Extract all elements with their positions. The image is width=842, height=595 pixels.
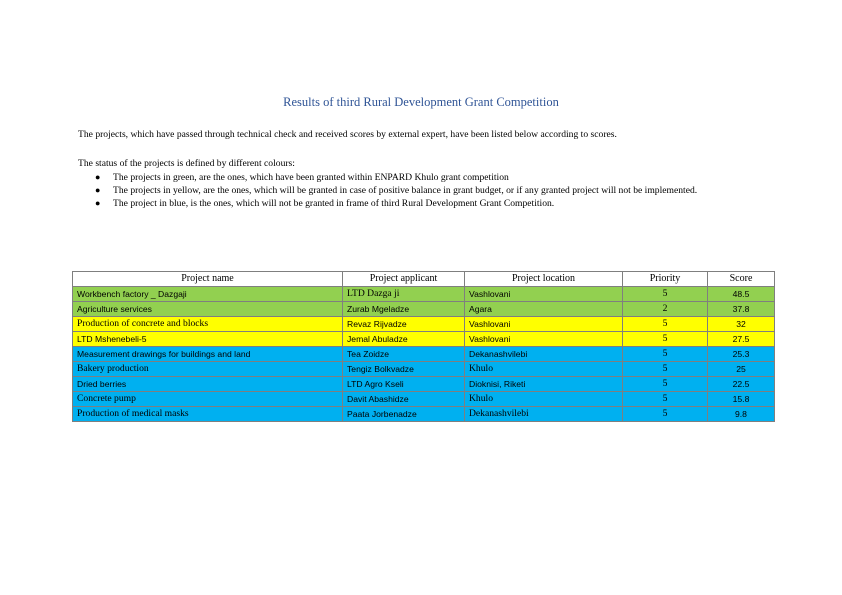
table-row xyxy=(73,362,775,377)
score: 9.8 xyxy=(708,407,775,422)
project-name: Production of concrete and blocks xyxy=(73,317,343,332)
legend-text: The projects in green, are the ones, which have been granted within ENPARD Khulo grant competition xyxy=(113,172,509,183)
score: 37.8 xyxy=(708,302,775,317)
project-applicant: Jemal Abuladze xyxy=(343,332,465,347)
status-intro: The status of the projects is defined by different colours: xyxy=(78,158,295,169)
project-location: Vashlovani xyxy=(465,317,623,332)
project-applicant: Tea Zoidze xyxy=(343,347,465,362)
table-row xyxy=(73,317,775,332)
score: 48.5 xyxy=(708,287,775,302)
project-name: Production of medical masks xyxy=(73,407,343,422)
project-location: Agara xyxy=(465,302,623,317)
header-project-applicant: Project applicant xyxy=(343,272,465,287)
project-applicant: Revaz Rijvadze xyxy=(343,317,465,332)
score: 15.8 xyxy=(708,392,775,407)
score: 27.5 xyxy=(708,332,775,347)
header-project-name: Project name xyxy=(73,272,343,287)
header-priority: Priority xyxy=(623,272,708,287)
priority: 5 xyxy=(623,317,708,332)
project-name: Workbench factory _ Dazgaji xyxy=(73,287,343,302)
table-row xyxy=(73,287,775,302)
priority: 5 xyxy=(623,287,708,302)
project-applicant: Tengiz Bolkvadze xyxy=(343,362,465,377)
header-score: Score xyxy=(708,272,775,287)
priority: 5 xyxy=(623,377,708,392)
project-location: Vashlovani xyxy=(465,332,623,347)
status-legend-list xyxy=(78,171,768,210)
legend-text: The projects in yellow, are the ones, which will be granted in case of positive balance in grant budget, or if any granted project will not be implemented. xyxy=(113,185,698,196)
project-applicant: LTD Agro Kseli xyxy=(343,377,465,392)
priority: 2 xyxy=(623,302,708,317)
project-name: Dried berries xyxy=(73,377,343,392)
legend-text: The project in blue, is the ones, which will not be granted in frame of third Rural Development Grant Competition. xyxy=(113,198,555,209)
score: 32 xyxy=(708,317,775,332)
project-name: Agriculture services xyxy=(73,302,343,317)
legend-item-green xyxy=(78,171,768,184)
priority: 5 xyxy=(623,407,708,422)
table-row xyxy=(73,347,775,362)
project-location: Dekanashvilebi xyxy=(465,407,623,422)
project-name: Concrete pump xyxy=(73,392,343,407)
priority: 5 xyxy=(623,362,708,377)
bullet-icon: ● xyxy=(95,198,101,208)
project-name: LTD Mshenebeli-5 xyxy=(73,332,343,347)
project-location: Khulo xyxy=(465,392,623,407)
table-row xyxy=(73,377,775,392)
intro-paragraph: The projects, which have passed through technical check and received scores by external expert, have been listed below according to scores. xyxy=(78,129,617,140)
table-header-row xyxy=(73,272,775,287)
legend-item-yellow xyxy=(78,184,768,197)
legend-item-blue xyxy=(78,197,768,210)
score: 25 xyxy=(708,362,775,377)
priority: 5 xyxy=(623,332,708,347)
score: 22.5 xyxy=(708,377,775,392)
table-row xyxy=(73,392,775,407)
project-location: Dekanashvilebi xyxy=(465,347,623,362)
priority: 5 xyxy=(623,392,708,407)
project-applicant: Paata Jorbenadze xyxy=(343,407,465,422)
table-row xyxy=(73,332,775,347)
bullet-icon: ● xyxy=(95,172,101,182)
score: 25.3 xyxy=(708,347,775,362)
results-table xyxy=(72,271,775,422)
project-location: Vashlovani xyxy=(465,287,623,302)
header-project-location: Project location xyxy=(465,272,623,287)
project-name: Measurement drawings for buildings and land xyxy=(73,347,343,362)
project-location: Dioknisi, Riketi xyxy=(465,377,623,392)
project-name: Bakery production xyxy=(73,362,343,377)
project-applicant: Zurab Mgeladze xyxy=(343,302,465,317)
page-title: Results of third Rural Development Grant Competition xyxy=(283,95,559,109)
priority: 5 xyxy=(623,347,708,362)
table-row xyxy=(73,302,775,317)
project-applicant: LTD Dazga ji xyxy=(343,287,465,302)
table-row xyxy=(73,407,775,422)
bullet-icon: ● xyxy=(95,185,101,195)
project-applicant: Davit Abashidze xyxy=(343,392,465,407)
project-location: Khulo xyxy=(465,362,623,377)
